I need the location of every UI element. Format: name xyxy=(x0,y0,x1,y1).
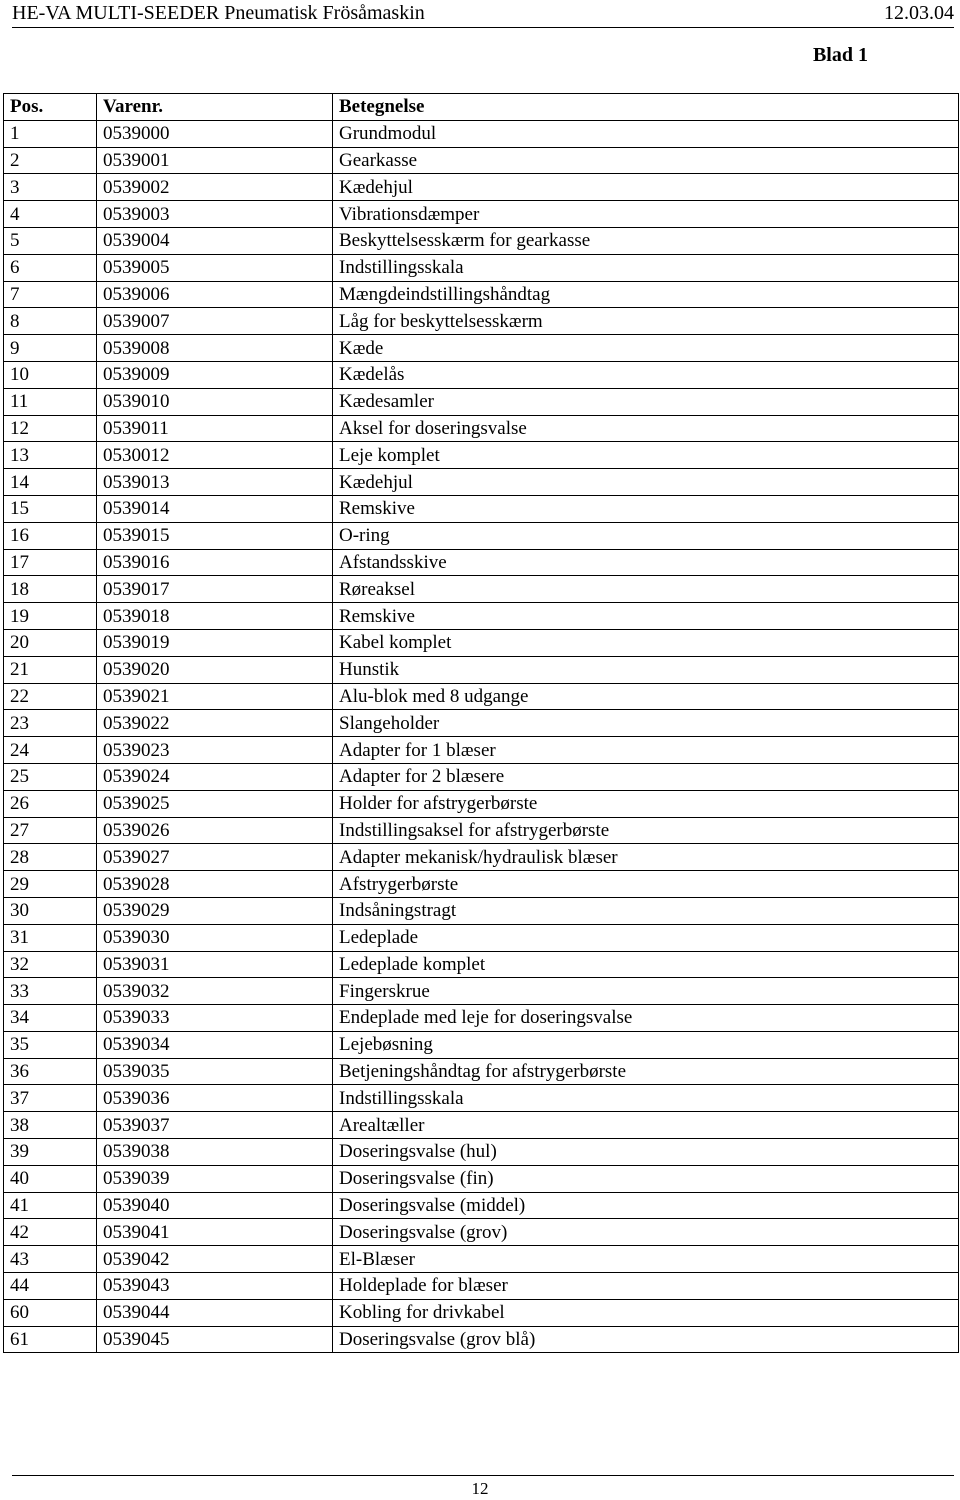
cell-betegnelse: Mængdeindstillingshåndtag xyxy=(333,281,959,308)
table-row xyxy=(4,495,959,522)
table-row xyxy=(4,1273,959,1300)
table-row xyxy=(4,576,959,603)
table-row xyxy=(4,1326,959,1353)
cell-betegnelse: Holder for afstrygerbørste xyxy=(333,790,959,817)
cell-betegnelse: Doseringsvalse (grov) xyxy=(333,1219,959,1246)
table-row xyxy=(4,442,959,469)
cell-betegnelse: Doseringsvalse (fin) xyxy=(333,1165,959,1192)
cell-varenr: 0539045 xyxy=(97,1326,333,1353)
table-row xyxy=(4,361,959,388)
table-row xyxy=(4,120,959,147)
cell-betegnelse: Holdeplade for blæser xyxy=(333,1273,959,1300)
table-row xyxy=(4,871,959,898)
table-row xyxy=(4,629,959,656)
cell-pos: 31 xyxy=(4,924,97,951)
cell-betegnelse: Ledeplade komplet xyxy=(333,951,959,978)
cell-betegnelse: Kæde xyxy=(333,335,959,362)
cell-varenr: 0539040 xyxy=(97,1192,333,1219)
table-row xyxy=(4,978,959,1005)
cell-pos: 6 xyxy=(4,254,97,281)
cell-pos: 43 xyxy=(4,1246,97,1273)
cell-pos: 39 xyxy=(4,1139,97,1166)
table-row xyxy=(4,522,959,549)
table-row xyxy=(4,415,959,442)
cell-varenr: 0539043 xyxy=(97,1273,333,1300)
cell-pos: 1 xyxy=(4,120,97,147)
cell-betegnelse: Doseringsvalse (grov blå) xyxy=(333,1326,959,1353)
sheet-label: Blad 1 xyxy=(812,44,868,66)
cell-betegnelse: Indsåningstragt xyxy=(333,897,959,924)
cell-varenr: 0539041 xyxy=(97,1219,333,1246)
table-row xyxy=(4,1005,959,1032)
cell-varenr: 0539044 xyxy=(97,1299,333,1326)
cell-pos: 38 xyxy=(4,1112,97,1139)
table-row xyxy=(4,737,959,764)
cell-pos: 29 xyxy=(4,871,97,898)
table-row xyxy=(4,1031,959,1058)
cell-varenr: 0539029 xyxy=(97,897,333,924)
table-row xyxy=(4,281,959,308)
cell-varenr: 0539002 xyxy=(97,174,333,201)
cell-varenr: 0539034 xyxy=(97,1031,333,1058)
cell-pos: 37 xyxy=(4,1085,97,1112)
column-header-pos: Pos. xyxy=(4,94,97,121)
cell-varenr: 0539016 xyxy=(97,549,333,576)
cell-betegnelse: Hunstik xyxy=(333,656,959,683)
cell-pos: 5 xyxy=(4,227,97,254)
cell-varenr: 0539037 xyxy=(97,1112,333,1139)
cell-varenr: 0539007 xyxy=(97,308,333,335)
cell-pos: 20 xyxy=(4,629,97,656)
cell-varenr: 0539032 xyxy=(97,978,333,1005)
cell-betegnelse: Remskive xyxy=(333,495,959,522)
cell-varenr: 0539042 xyxy=(97,1246,333,1273)
cell-pos: 41 xyxy=(4,1192,97,1219)
cell-varenr: 0539026 xyxy=(97,817,333,844)
table-row xyxy=(4,1112,959,1139)
table-row xyxy=(4,388,959,415)
cell-betegnelse: Afstrygerbørste xyxy=(333,871,959,898)
cell-varenr: 0530012 xyxy=(97,442,333,469)
cell-betegnelse: Endeplade med leje for doseringsvalse xyxy=(333,1005,959,1032)
cell-pos: 22 xyxy=(4,683,97,710)
table-row xyxy=(4,549,959,576)
cell-betegnelse: Ledeplade xyxy=(333,924,959,951)
cell-varenr: 0539024 xyxy=(97,763,333,790)
cell-pos: 26 xyxy=(4,790,97,817)
cell-pos: 42 xyxy=(4,1219,97,1246)
table-row xyxy=(4,710,959,737)
cell-varenr: 0539000 xyxy=(97,120,333,147)
cell-betegnelse: Alu-blok med 8 udgange xyxy=(333,683,959,710)
cell-pos: 34 xyxy=(4,1005,97,1032)
cell-pos: 60 xyxy=(4,1299,97,1326)
cell-betegnelse: Kobling for drivkabel xyxy=(333,1299,959,1326)
cell-betegnelse: Låg for beskyttelsesskærm xyxy=(333,308,959,335)
cell-betegnelse: Indstillingsskala xyxy=(333,1085,959,1112)
table-row xyxy=(4,1246,959,1273)
footer-divider xyxy=(12,1475,954,1476)
table-row xyxy=(4,1058,959,1085)
parts-table xyxy=(3,93,959,1353)
table-row xyxy=(4,1219,959,1246)
table-row xyxy=(4,603,959,630)
cell-betegnelse: Arealtæller xyxy=(333,1112,959,1139)
cell-betegnelse: Remskive xyxy=(333,603,959,630)
table-row xyxy=(4,201,959,228)
table-row xyxy=(4,817,959,844)
cell-pos: 8 xyxy=(4,308,97,335)
cell-betegnelse: Kædehjul xyxy=(333,174,959,201)
cell-betegnelse: Indstillingsaksel for afstrygerbørste xyxy=(333,817,959,844)
table-row xyxy=(4,790,959,817)
cell-betegnelse: Afstandsskive xyxy=(333,549,959,576)
table-row xyxy=(4,951,959,978)
table-row xyxy=(4,227,959,254)
table-row xyxy=(4,924,959,951)
cell-pos: 21 xyxy=(4,656,97,683)
cell-betegnelse: Adapter for 1 blæser xyxy=(333,737,959,764)
cell-varenr: 0539014 xyxy=(97,495,333,522)
cell-pos: 28 xyxy=(4,844,97,871)
cell-betegnelse: Fingerskrue xyxy=(333,978,959,1005)
cell-betegnelse: Betjeningshåndtag for afstrygerbørste xyxy=(333,1058,959,1085)
cell-pos: 17 xyxy=(4,549,97,576)
cell-varenr: 0539035 xyxy=(97,1058,333,1085)
column-header-betegnelse: Betegnelse xyxy=(333,94,959,121)
cell-pos: 16 xyxy=(4,522,97,549)
cell-varenr: 0539031 xyxy=(97,951,333,978)
cell-varenr: 0539010 xyxy=(97,388,333,415)
cell-pos: 32 xyxy=(4,951,97,978)
cell-varenr: 0539004 xyxy=(97,227,333,254)
cell-pos: 14 xyxy=(4,469,97,496)
cell-betegnelse: Slangeholder xyxy=(333,710,959,737)
cell-pos: 19 xyxy=(4,603,97,630)
cell-varenr: 0539039 xyxy=(97,1165,333,1192)
cell-betegnelse: Grundmodul xyxy=(333,120,959,147)
cell-pos: 35 xyxy=(4,1031,97,1058)
page-header xyxy=(12,0,954,28)
cell-varenr: 0539018 xyxy=(97,603,333,630)
table-row xyxy=(4,254,959,281)
table-row xyxy=(4,335,959,362)
cell-varenr: 0539020 xyxy=(97,656,333,683)
table-row xyxy=(4,897,959,924)
document-title: HE-VA MULTI-SEEDER Pneumatisk Frösåmaskin xyxy=(12,2,425,24)
cell-pos: 13 xyxy=(4,442,97,469)
cell-varenr: 0539022 xyxy=(97,710,333,737)
table-row xyxy=(4,1299,959,1326)
table-row xyxy=(4,1165,959,1192)
cell-varenr: 0539005 xyxy=(97,254,333,281)
cell-pos: 12 xyxy=(4,415,97,442)
cell-pos: 18 xyxy=(4,576,97,603)
table-row xyxy=(4,656,959,683)
cell-varenr: 0539011 xyxy=(97,415,333,442)
cell-betegnelse: Kædesamler xyxy=(333,388,959,415)
table-row xyxy=(4,683,959,710)
cell-varenr: 0539023 xyxy=(97,737,333,764)
cell-varenr: 0539036 xyxy=(97,1085,333,1112)
cell-betegnelse: Kabel komplet xyxy=(333,629,959,656)
table-row xyxy=(4,147,959,174)
cell-varenr: 0539009 xyxy=(97,361,333,388)
table-row xyxy=(4,763,959,790)
table-header-row xyxy=(4,94,959,121)
cell-betegnelse: Adapter for 2 blæsere xyxy=(333,763,959,790)
cell-pos: 2 xyxy=(4,147,97,174)
cell-varenr: 0539019 xyxy=(97,629,333,656)
page-number: 12 xyxy=(471,1479,489,1498)
cell-pos: 10 xyxy=(4,361,97,388)
cell-pos: 9 xyxy=(4,335,97,362)
table-row xyxy=(4,1192,959,1219)
cell-pos: 25 xyxy=(4,763,97,790)
column-header-varenr: Varenr. xyxy=(97,94,333,121)
cell-pos: 15 xyxy=(4,495,97,522)
cell-pos: 3 xyxy=(4,174,97,201)
cell-betegnelse: Kædehjul xyxy=(333,469,959,496)
cell-varenr: 0539028 xyxy=(97,871,333,898)
cell-varenr: 0539021 xyxy=(97,683,333,710)
cell-pos: 7 xyxy=(4,281,97,308)
cell-varenr: 0539017 xyxy=(97,576,333,603)
cell-pos: 27 xyxy=(4,817,97,844)
cell-betegnelse: Aksel for doseringsvalse xyxy=(333,415,959,442)
cell-pos: 23 xyxy=(4,710,97,737)
cell-betegnelse: Leje komplet xyxy=(333,442,959,469)
cell-betegnelse: Doseringsvalse (middel) xyxy=(333,1192,959,1219)
cell-pos: 24 xyxy=(4,737,97,764)
cell-pos: 40 xyxy=(4,1165,97,1192)
cell-betegnelse: O-ring xyxy=(333,522,959,549)
cell-pos: 61 xyxy=(4,1326,97,1353)
table-row xyxy=(4,174,959,201)
cell-varenr: 0539033 xyxy=(97,1005,333,1032)
cell-varenr: 0539006 xyxy=(97,281,333,308)
parts-table-body xyxy=(4,120,959,1353)
cell-betegnelse: Gearkasse xyxy=(333,147,959,174)
cell-pos: 44 xyxy=(4,1273,97,1300)
cell-varenr: 0539025 xyxy=(97,790,333,817)
cell-pos: 36 xyxy=(4,1058,97,1085)
cell-pos: 30 xyxy=(4,897,97,924)
cell-varenr: 0539001 xyxy=(97,147,333,174)
cell-varenr: 0539013 xyxy=(97,469,333,496)
table-row xyxy=(4,1085,959,1112)
cell-varenr: 0539038 xyxy=(97,1139,333,1166)
cell-pos: 11 xyxy=(4,388,97,415)
table-row xyxy=(4,844,959,871)
cell-betegnelse: Doseringsvalse (hul) xyxy=(333,1139,959,1166)
cell-betegnelse: Adapter mekanisk/hydraulisk blæser xyxy=(333,844,959,871)
cell-varenr: 0539027 xyxy=(97,844,333,871)
table-row xyxy=(4,469,959,496)
cell-betegnelse: El-Blæser xyxy=(333,1246,959,1273)
cell-betegnelse: Beskyttelsesskærm for gearkasse xyxy=(333,227,959,254)
table-row xyxy=(4,308,959,335)
cell-varenr: 0539015 xyxy=(97,522,333,549)
document-date: 12.03.04 xyxy=(884,2,954,24)
cell-varenr: 0539003 xyxy=(97,201,333,228)
cell-betegnelse: Indstillingsskala xyxy=(333,254,959,281)
cell-betegnelse: Lejebøsning xyxy=(333,1031,959,1058)
cell-pos: 4 xyxy=(4,201,97,228)
table-row xyxy=(4,1139,959,1166)
cell-varenr: 0539008 xyxy=(97,335,333,362)
cell-betegnelse: Kædelås xyxy=(333,361,959,388)
cell-betegnelse: Vibrationsdæmper xyxy=(333,201,959,228)
cell-varenr: 0539030 xyxy=(97,924,333,951)
cell-betegnelse: Røreaksel xyxy=(333,576,959,603)
cell-pos: 33 xyxy=(4,978,97,1005)
